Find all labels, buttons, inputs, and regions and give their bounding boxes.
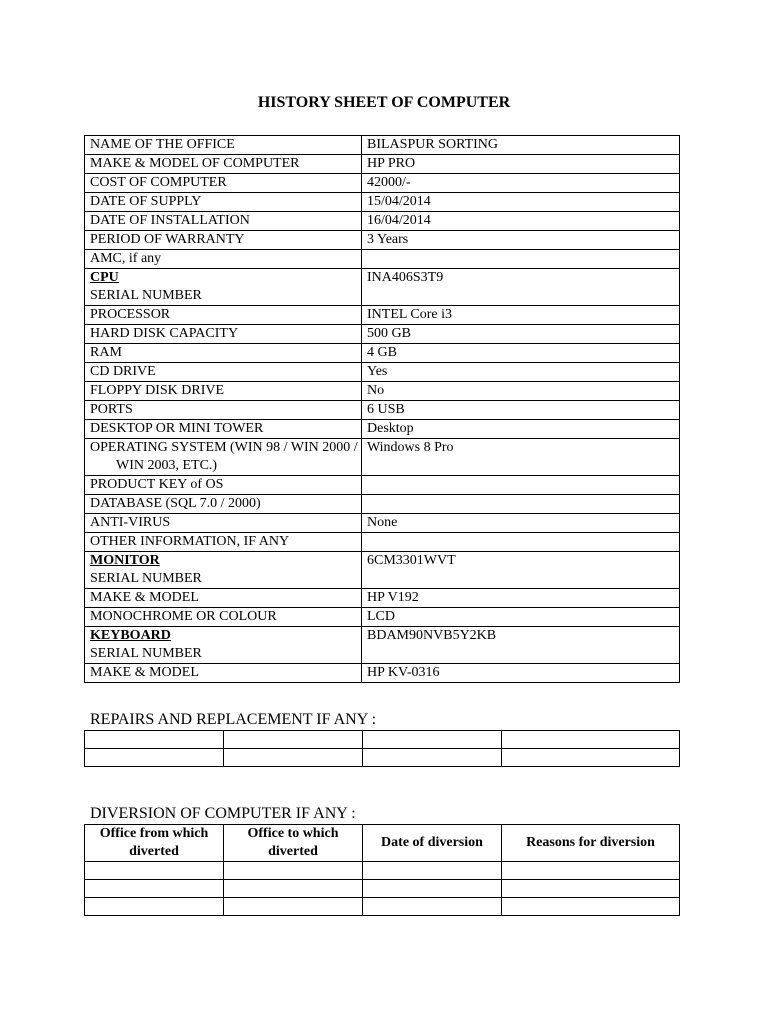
table-row bbox=[85, 250, 680, 269]
table-row bbox=[85, 439, 680, 476]
row-label bbox=[85, 439, 362, 476]
label-text: PROCESSOR bbox=[90, 307, 171, 322]
section-label: MONITOR bbox=[90, 553, 160, 568]
table-row bbox=[85, 862, 680, 880]
table-cell[interactable] bbox=[363, 880, 502, 898]
row-label bbox=[85, 514, 362, 533]
row-value[interactable]: INTEL Core i3 bbox=[362, 306, 680, 325]
label-text: PORTS bbox=[90, 402, 133, 417]
table-cell[interactable] bbox=[224, 749, 363, 767]
row-value[interactable]: BILASPUR SORTING bbox=[362, 136, 680, 155]
row-value[interactable]: 3 Years bbox=[362, 231, 680, 250]
table-cell[interactable] bbox=[363, 898, 502, 916]
table-row bbox=[85, 155, 680, 174]
row-label bbox=[85, 552, 362, 589]
label-text: NAME OF THE OFFICE bbox=[90, 137, 235, 152]
row-value[interactable]: INA406S3T9 bbox=[362, 269, 680, 306]
table-cell[interactable] bbox=[85, 898, 224, 916]
row-label bbox=[85, 250, 362, 269]
table-row bbox=[85, 495, 680, 514]
label-text: MONOCHROME OR COLOUR bbox=[90, 609, 277, 624]
diversion-heading: DIVERSION OF COMPUTER IF ANY : bbox=[90, 805, 356, 822]
table-row bbox=[85, 174, 680, 193]
row-value[interactable]: 6CM3301WVT bbox=[362, 552, 680, 589]
table-cell[interactable] bbox=[85, 880, 224, 898]
label-text: MAKE & MODEL bbox=[90, 590, 199, 605]
table-row bbox=[85, 514, 680, 533]
table-cell[interactable] bbox=[224, 898, 363, 916]
row-label bbox=[85, 136, 362, 155]
section-label: CPU bbox=[90, 270, 119, 285]
page-title: HISTORY SHEET OF COMPUTER bbox=[257, 94, 511, 111]
table-cell[interactable] bbox=[85, 749, 224, 767]
table-cell[interactable] bbox=[502, 749, 680, 767]
table-cell[interactable] bbox=[502, 880, 680, 898]
label-text: OPERATING SYSTEM (WIN 98 / WIN 2000 / WIN 2003, ETC.) bbox=[90, 440, 358, 473]
table-row bbox=[85, 664, 680, 683]
table-row bbox=[85, 749, 680, 767]
label-text: AMC, if any bbox=[90, 251, 162, 266]
table-row bbox=[85, 552, 680, 589]
column-header: Office from which diverted bbox=[85, 825, 224, 862]
label-text: MAKE & MODEL OF COMPUTER bbox=[90, 156, 300, 171]
table-row bbox=[85, 325, 680, 344]
table-cell[interactable] bbox=[363, 749, 502, 767]
row-value[interactable]: Windows 8 Pro bbox=[362, 439, 680, 476]
row-value[interactable]: Desktop bbox=[362, 420, 680, 439]
row-value[interactable]: 4 GB bbox=[362, 344, 680, 363]
row-label bbox=[85, 495, 362, 514]
table-row bbox=[85, 306, 680, 325]
label-text: RAM bbox=[90, 345, 122, 360]
row-label bbox=[85, 664, 362, 683]
table-row bbox=[85, 533, 680, 552]
row-value[interactable] bbox=[362, 533, 680, 552]
row-value[interactable]: 42000/- bbox=[362, 174, 680, 193]
table-cell[interactable] bbox=[85, 731, 224, 749]
label-text: HARD DISK CAPACITY bbox=[90, 326, 239, 341]
label-text: PRODUCT KEY of OS bbox=[90, 477, 224, 492]
row-value[interactable]: 15/04/2014 bbox=[362, 193, 680, 212]
row-value[interactable]: 500 GB bbox=[362, 325, 680, 344]
row-value[interactable]: 16/04/2014 bbox=[362, 212, 680, 231]
row-value[interactable]: HP V192 bbox=[362, 589, 680, 608]
table-row bbox=[85, 731, 680, 749]
table-row bbox=[85, 363, 680, 382]
table-cell[interactable] bbox=[363, 862, 502, 880]
table-row bbox=[85, 608, 680, 627]
table-row bbox=[85, 401, 680, 420]
row-value[interactable]: BDAM90NVB5Y2KB bbox=[362, 627, 680, 664]
row-value[interactable] bbox=[362, 250, 680, 269]
label-text: PERIOD OF WARRANTY bbox=[90, 232, 245, 247]
column-header: Office to which diverted bbox=[224, 825, 363, 862]
sub-label: SERIAL NUMBER bbox=[90, 571, 202, 586]
row-value[interactable] bbox=[362, 495, 680, 514]
row-value[interactable]: 6 USB bbox=[362, 401, 680, 420]
table-row bbox=[85, 382, 680, 401]
column-header: Reasons for diversion bbox=[502, 825, 680, 862]
diversion-header-row bbox=[85, 825, 680, 862]
table-cell[interactable] bbox=[224, 880, 363, 898]
row-label bbox=[85, 344, 362, 363]
row-label bbox=[85, 533, 362, 552]
label-text: FLOPPY DISK DRIVE bbox=[90, 383, 225, 398]
row-label bbox=[85, 155, 362, 174]
table-row bbox=[85, 898, 680, 916]
table-row bbox=[85, 476, 680, 495]
column-header: Date of diversion bbox=[363, 825, 502, 862]
table-cell[interactable] bbox=[85, 862, 224, 880]
section-label: KEYBOARD bbox=[90, 628, 171, 643]
row-value[interactable]: None bbox=[362, 514, 680, 533]
diversion-table bbox=[84, 824, 680, 916]
table-cell[interactable] bbox=[224, 731, 363, 749]
label-text: DATE OF SUPPLY bbox=[90, 194, 202, 209]
row-value[interactable] bbox=[362, 476, 680, 495]
row-label bbox=[85, 420, 362, 439]
table-row bbox=[85, 231, 680, 250]
row-label bbox=[85, 269, 362, 306]
label-text: MAKE & MODEL bbox=[90, 665, 199, 680]
row-label bbox=[85, 174, 362, 193]
label-text: ANTI-VIRUS bbox=[90, 515, 171, 530]
row-value[interactable]: No bbox=[362, 382, 680, 401]
row-label bbox=[85, 589, 362, 608]
row-label bbox=[85, 231, 362, 250]
table-cell[interactable] bbox=[363, 731, 502, 749]
row-label bbox=[85, 325, 362, 344]
row-label bbox=[85, 382, 362, 401]
row-label bbox=[85, 401, 362, 420]
row-value[interactable]: LCD bbox=[362, 608, 680, 627]
row-label bbox=[85, 476, 362, 495]
label-text: OTHER INFORMATION, IF ANY bbox=[90, 534, 290, 549]
label-text: DESKTOP OR MINI TOWER bbox=[90, 421, 264, 436]
row-label bbox=[85, 193, 362, 212]
row-label bbox=[85, 306, 362, 325]
table-cell[interactable] bbox=[502, 731, 680, 749]
repairs-heading: REPAIRS AND REPLACEMENT IF ANY : bbox=[90, 711, 377, 728]
label-text: DATE OF INSTALLATION bbox=[90, 213, 250, 228]
table-row bbox=[85, 193, 680, 212]
repairs-table bbox=[84, 730, 680, 767]
table-cell[interactable] bbox=[502, 898, 680, 916]
table-row bbox=[85, 344, 680, 363]
row-value[interactable]: HP KV-0316 bbox=[362, 664, 680, 683]
sub-label: SERIAL NUMBER bbox=[90, 288, 202, 303]
table-row bbox=[85, 269, 680, 306]
row-label bbox=[85, 608, 362, 627]
row-label bbox=[85, 627, 362, 664]
row-label bbox=[85, 363, 362, 382]
table-cell[interactable] bbox=[502, 862, 680, 880]
label-text: COST OF COMPUTER bbox=[90, 175, 227, 190]
table-row bbox=[85, 880, 680, 898]
history-table bbox=[84, 135, 680, 683]
row-value[interactable]: Yes bbox=[362, 363, 680, 382]
table-row bbox=[85, 212, 680, 231]
table-row bbox=[85, 589, 680, 608]
table-row bbox=[85, 420, 680, 439]
table-cell[interactable] bbox=[224, 862, 363, 880]
table-row bbox=[85, 136, 680, 155]
sub-label: SERIAL NUMBER bbox=[90, 646, 202, 661]
label-text: CD DRIVE bbox=[90, 364, 156, 379]
row-value[interactable]: HP PRO bbox=[362, 155, 680, 174]
table-row bbox=[85, 627, 680, 664]
label-text: DATABASE (SQL 7.0 / 2000) bbox=[90, 496, 261, 511]
row-label bbox=[85, 212, 362, 231]
